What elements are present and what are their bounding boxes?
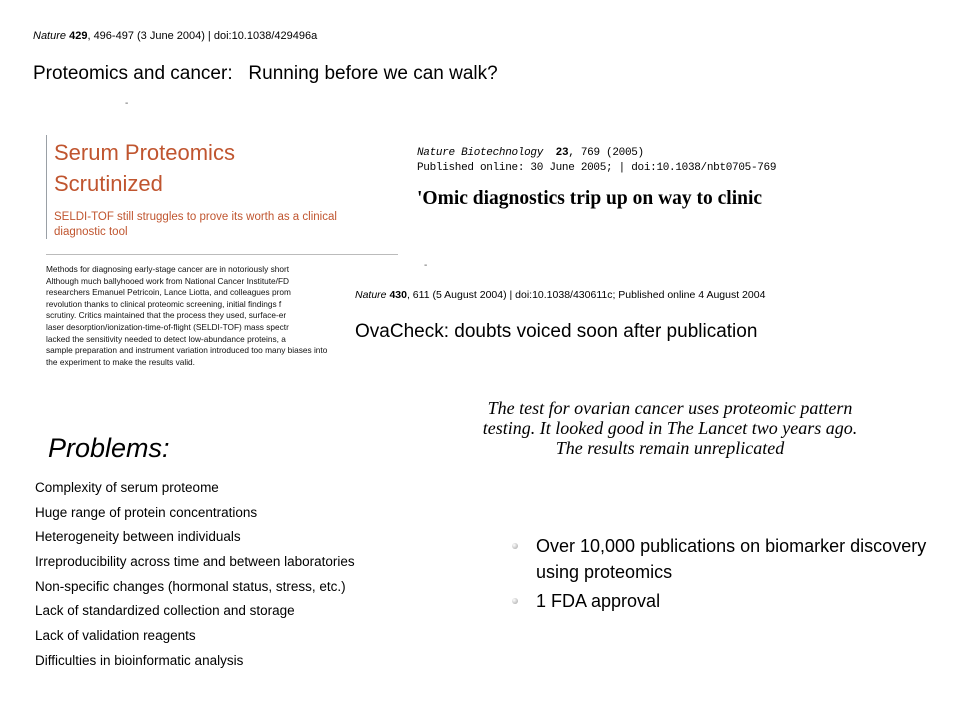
problem-item: Huge range of protein concentrations [35,504,258,520]
ovacheck-headline: OvaCheck: doubts voiced soon after publication [355,321,758,342]
omic-diagnostics-headline: 'Omic diagnostics trip up on way to clinic [417,188,763,209]
nature-biotech-clipping [417,146,937,210]
facts-list [512,533,932,617]
dash-mark: - [424,260,428,271]
body-line: Although much ballyhooed work from National Cancer Institute/FD [46,275,290,286]
problems-list [35,479,355,677]
natbio-citation-line [417,146,937,161]
citation-volume: 429 [69,30,88,42]
proteomics-cancer-headline: Proteomics and cancer: Running before we can walk? [33,63,498,84]
problem-item: Lack of standardized collection and storage [35,603,295,619]
citation-rest: , 496-497 (3 June 2004) | doi:10.1038/429496a [87,30,318,42]
body-line: Methods for diagnosing early-stage cancer are in notoriously short [46,264,290,274]
quote-line: testing. It looked good in The Lancet two years ago. [482,418,858,438]
natbio-volume: 23 [555,147,569,159]
problem-item: Irreproducibility across time and between laboratories [35,554,355,570]
citation-volume: 430 [389,289,407,301]
round-bullet-icon [512,598,518,604]
serum-proteomics-title [54,137,235,199]
nature-429-citation [33,30,317,42]
natbio-journal: Nature Biotechnology [417,147,544,159]
body-line: sample preparation and instrument variation introduced too many biases into [46,345,328,356]
serum-proteomics-clipping [46,130,398,388]
ovarian-test-quote [420,398,920,458]
body-line: revolution thanks to clinical proteomic screening, initial findings f [46,298,282,309]
body-line: scrutiny. Critics maintained that the process they used, surface-er [46,310,287,321]
dash-mark: - [125,98,129,109]
problem-item: Difficulties in bioinformatic analysis [35,652,244,668]
serum-proteomics-subtitle: SELDI-TOF still struggles to prove its worth as a clinical diagnostic tool [54,211,337,238]
problem-item: Complexity of serum proteome [35,480,219,495]
quote-line: The test for ovarian cancer uses proteomic pattern [487,398,853,418]
nature-430-citation [355,289,765,301]
round-bullet-icon [512,543,518,549]
citation-rest: , 611 (5 August 2004) | doi:10.1038/430611c; Published online 4 August 2004 [406,289,766,301]
fact-text: 1 FDA approval [536,591,661,611]
natbio-rest: , 769 (2005) [568,147,644,159]
quote-line: The results remain unreplicated [555,438,785,458]
problems-heading: Problems: [48,433,170,463]
fact-text: Over 10,000 publications on biomarker discovery using proteomics [536,536,927,582]
problem-item: Non-specific changes (hormonal status, stress, etc.) [35,578,346,594]
natbio-published-line: Published online: 30 June 2005; | doi:10.1038/nbt0705-769 [417,162,777,174]
title-line: Scrutinized [54,171,163,196]
body-line: researchers Emanuel Petricoin, Lance Liotta, and colleagues prom [46,287,291,298]
body-line: the experiment to make the results valid. [46,356,195,367]
body-line: lacked the sensitivity needed to detect low-abundance proteins, a [46,333,286,344]
citation-journal: Nature [355,289,387,301]
divider [46,254,398,255]
fact-item [512,588,932,614]
body-line: laser desorption/ionization-time-of-flight (SELDI-TOF) mass spectr [46,321,289,332]
title-line: Serum Proteomics [54,140,235,165]
problem-item: Heterogeneity between individuals [35,529,241,545]
citation-journal: Nature [33,30,67,42]
fact-item [512,533,932,585]
clipping-accent-bar [46,135,47,239]
problem-item: Lack of validation reagents [35,628,196,644]
serum-proteomics-body [46,264,346,368]
